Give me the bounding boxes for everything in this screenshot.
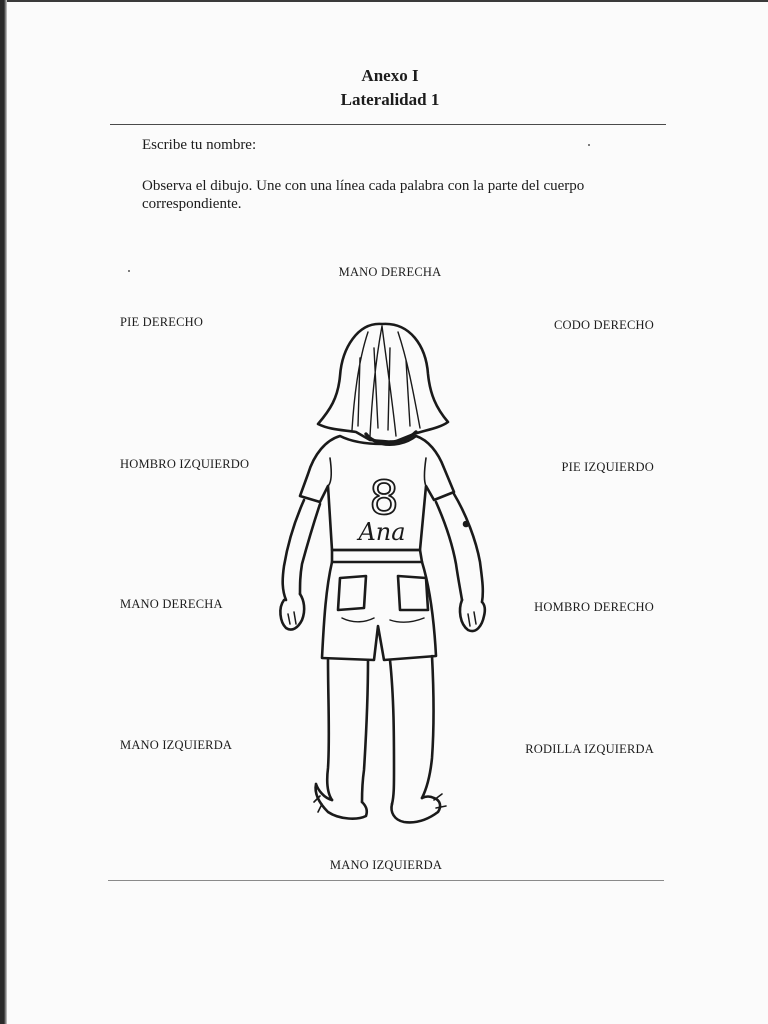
left-foot — [316, 784, 367, 819]
right-pocket — [398, 576, 428, 610]
label-left-4: MANO IZQUIERDA — [120, 738, 233, 752]
shirt-name: Ana — [358, 518, 406, 546]
left-arm — [283, 500, 320, 600]
scan-speck — [128, 270, 130, 272]
label-right-2: PIE IZQUIERDO — [561, 460, 654, 474]
waistband — [332, 550, 422, 562]
page-subtitle: Lateralidad 1 — [340, 90, 440, 109]
hair — [318, 324, 448, 442]
scan-speck — [588, 144, 590, 146]
shirt-number: 8 — [369, 471, 399, 525]
label-right-3: HOMBRO DERECHO — [534, 600, 654, 614]
label-bottom: MANO IZQUIERDA — [329, 858, 443, 872]
right-hand — [460, 600, 485, 631]
label-right-4: RODILLA IZQUIERDA — [525, 742, 654, 756]
right-leg — [390, 656, 434, 804]
label-left-3: MANO DERECHA — [120, 597, 223, 611]
task-instructions: Observa el dibujo. Une con una línea cada palabra con la parte del cuerpo correspondiente. — [142, 178, 585, 212]
page-title: Anexo I — [361, 66, 419, 85]
bottom-divider — [108, 880, 664, 881]
label-top: MANO DERECHA — [338, 265, 442, 279]
girl-back-figure — [270, 318, 510, 838]
right-arm — [436, 494, 483, 602]
label-left-1: PIE DERECHO — [120, 315, 204, 329]
top-divider — [110, 124, 666, 125]
left-leg — [327, 660, 368, 802]
left-pocket — [338, 576, 366, 610]
name-prompt: Escribe tu nombre: — [142, 137, 257, 153]
label-left-2: HOMBRO IZQUIERDO — [120, 457, 250, 471]
label-right-1: CODO DERECHO — [554, 318, 654, 332]
left-hand — [280, 594, 304, 630]
scan-edge-top — [0, 0, 768, 2]
right-foot — [392, 797, 441, 823]
